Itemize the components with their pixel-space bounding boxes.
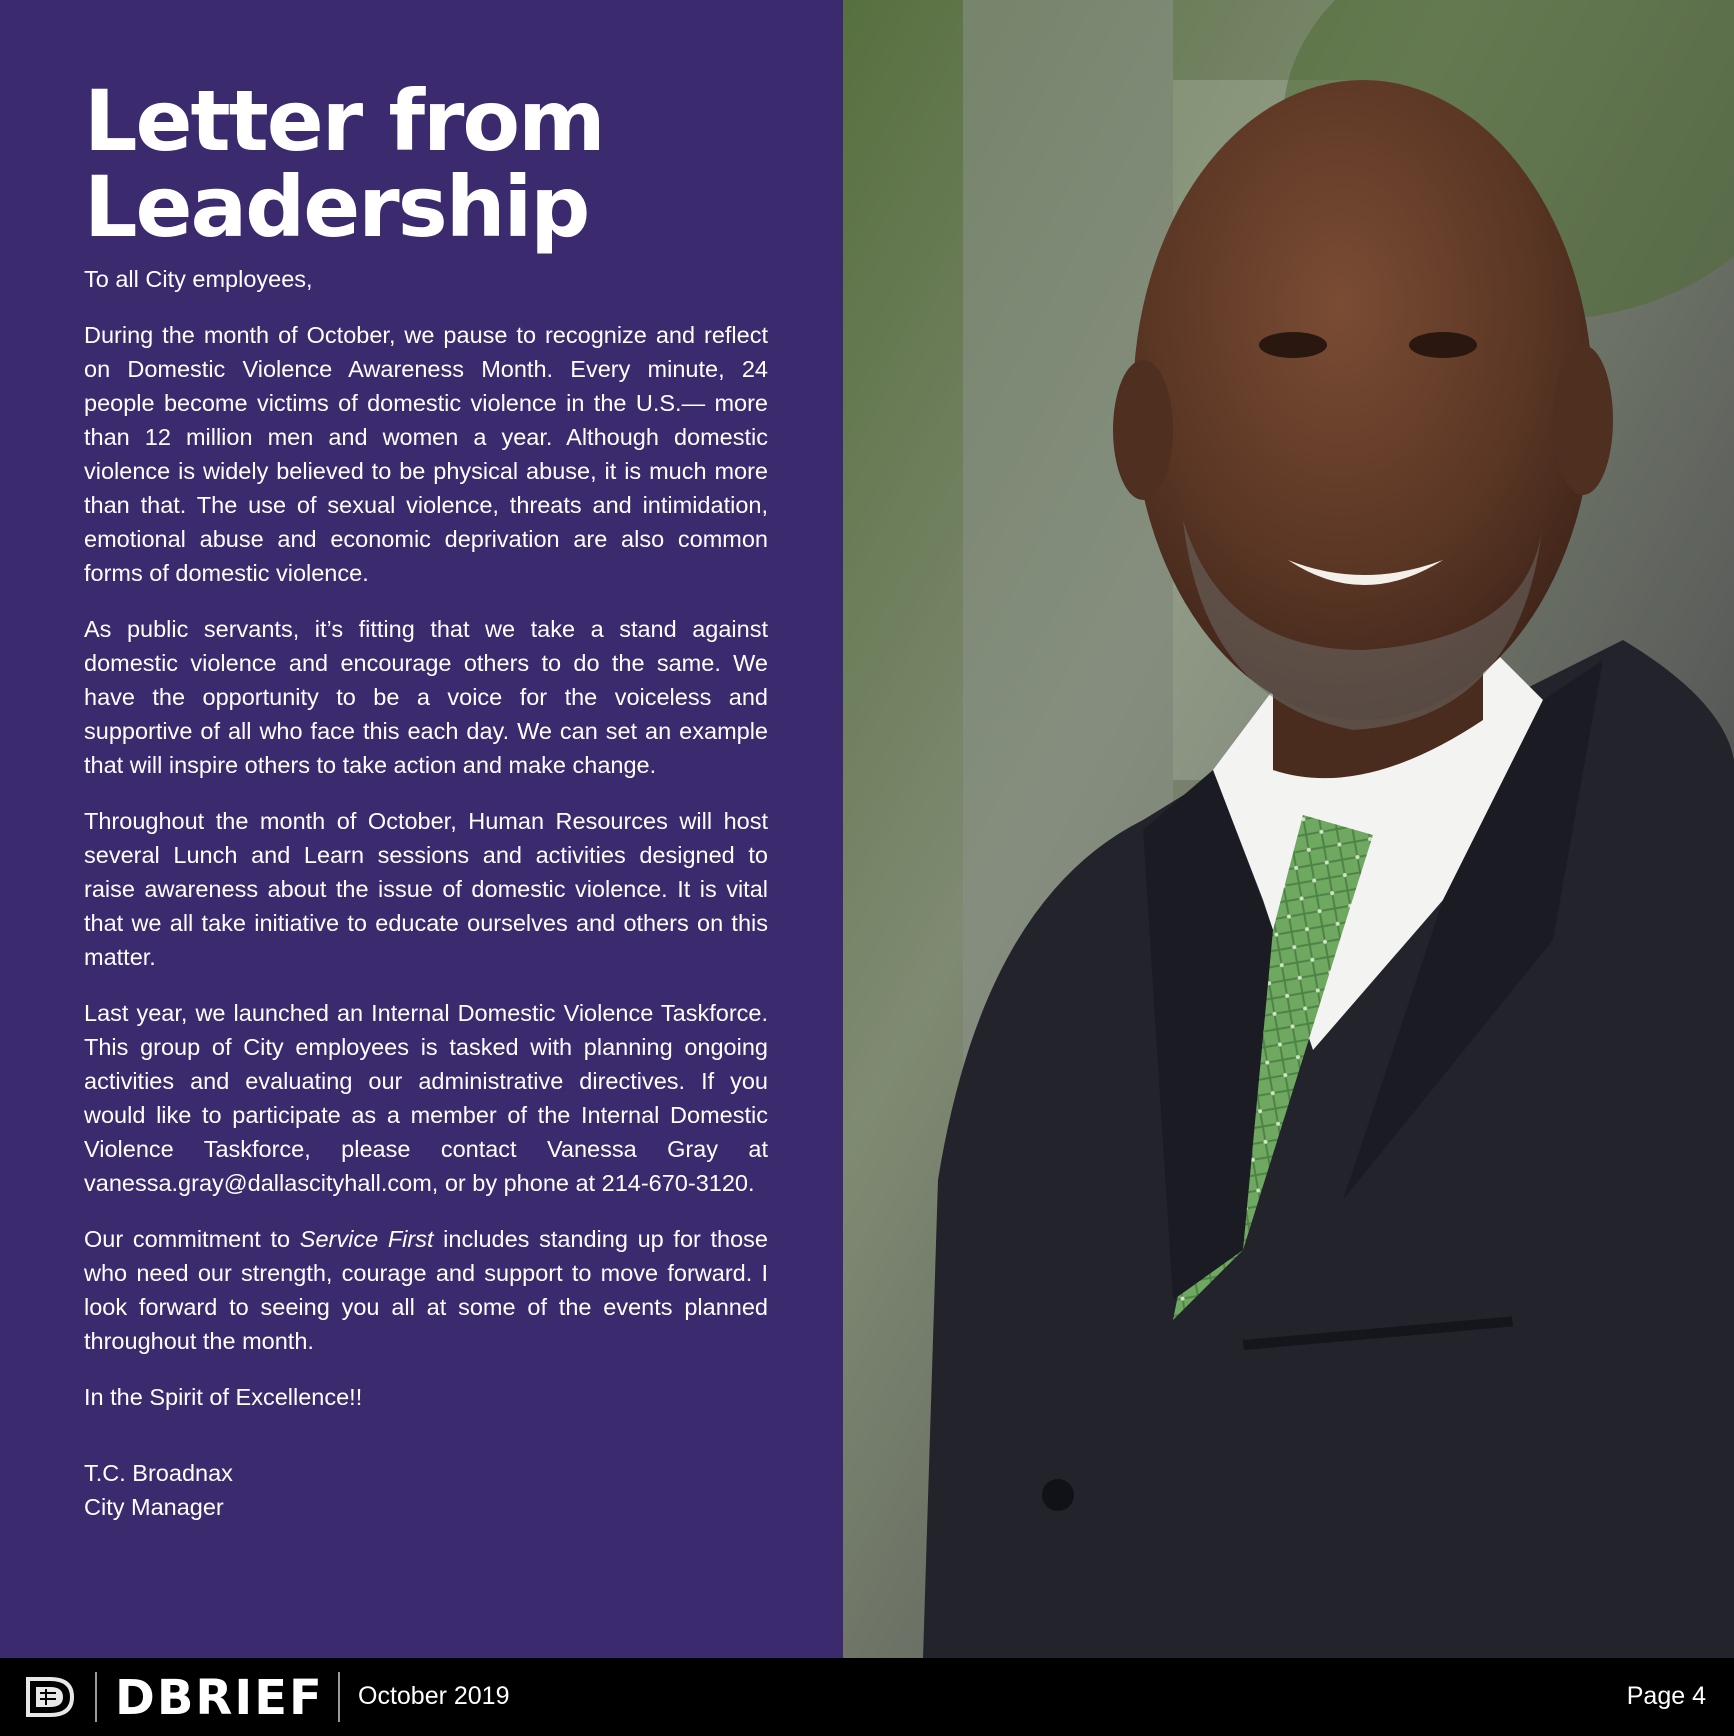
suit-button: [1042, 1479, 1074, 1511]
service-first-emphasis: Service First: [299, 1226, 434, 1252]
right-ear: [1553, 345, 1613, 495]
page-number: Page 4: [1626, 1682, 1706, 1710]
letter-content: [84, 72, 769, 1524]
letter-paragraph-2: As public servants, it’s fitting that we take a stand against domestic violence and encourage others to do the same. We have the opportunity to be a voice for the voiceless and supportive of all who face this each day. We can set an example that will inspire others to take action and make change.: [84, 616, 768, 778]
letter-paragraph-4: Last year, we launched an Internal Domestic Violence Taskforce. This group of City employees is tasked with planning ongoing activities and evaluating our administrative directives. If you would like to participate as a member of the Internal Domestic Violence Taskforce, please contact Vanessa Gray at vanessa.gray@dallascityhall.com, or by phone at 214-670-3120.: [84, 1000, 768, 1196]
left-eye: [1259, 332, 1327, 358]
left-ear: [1113, 360, 1173, 500]
head: [1133, 80, 1593, 720]
footer-date: October 2019: [358, 1682, 510, 1710]
footer-divider-2: [338, 1672, 340, 1722]
footer-bar: [0, 1658, 1734, 1736]
letter-closing: In the Spirit of Excellence!!: [84, 1384, 363, 1410]
portrait-illustration: [843, 0, 1734, 1658]
title-line-2: Leadership: [84, 158, 589, 256]
signature-title: City Manager: [84, 1494, 224, 1520]
paragraph-5-before: Our commitment to: [84, 1226, 300, 1252]
letter-panel: [0, 0, 843, 1658]
letter-paragraph-1: During the month of October, we pause to recognize and reflect on Domestic Violence Awareness Month. Every minute, 24 people become victims of domestic violence in the U.S.— more than 12 million men and women a year. Although domestic violence is widely believed to be physical abuse, it is much more than that. The use of sexual violence, threats and intimidation, emotional abuse and economic deprivation are also common forms of domestic violence.: [84, 322, 768, 586]
footer-brand: DBRIEF: [115, 1670, 324, 1726]
page-title: [84, 72, 768, 256]
city-of-dallas-logo-icon: [26, 1675, 74, 1724]
right-eye: [1409, 332, 1477, 358]
title-line-1: Letter from: [84, 72, 604, 170]
leader-portrait-photo: [843, 0, 1734, 1658]
signature-block: [84, 1456, 768, 1524]
signature-name: T.C. Broadnax: [84, 1460, 233, 1486]
letter-paragraph-3: Throughout the month of October, Human Resources will host several Lunch and Learn sessions and activities designed to raise awareness about the issue of domestic violence. It is vital that we all take initiative to educate ourselves and others on this matter.: [84, 808, 768, 970]
paragraph-5-after: includes standing up for those who need our strength, courage and support to move forward. I look forward to seeing you all at some of the events planned throughout the month.: [84, 1226, 769, 1354]
letter-paragraph-5: [84, 1222, 768, 1358]
letter-greeting: To all City employees,: [84, 266, 313, 292]
footer-divider-1: [95, 1672, 97, 1722]
